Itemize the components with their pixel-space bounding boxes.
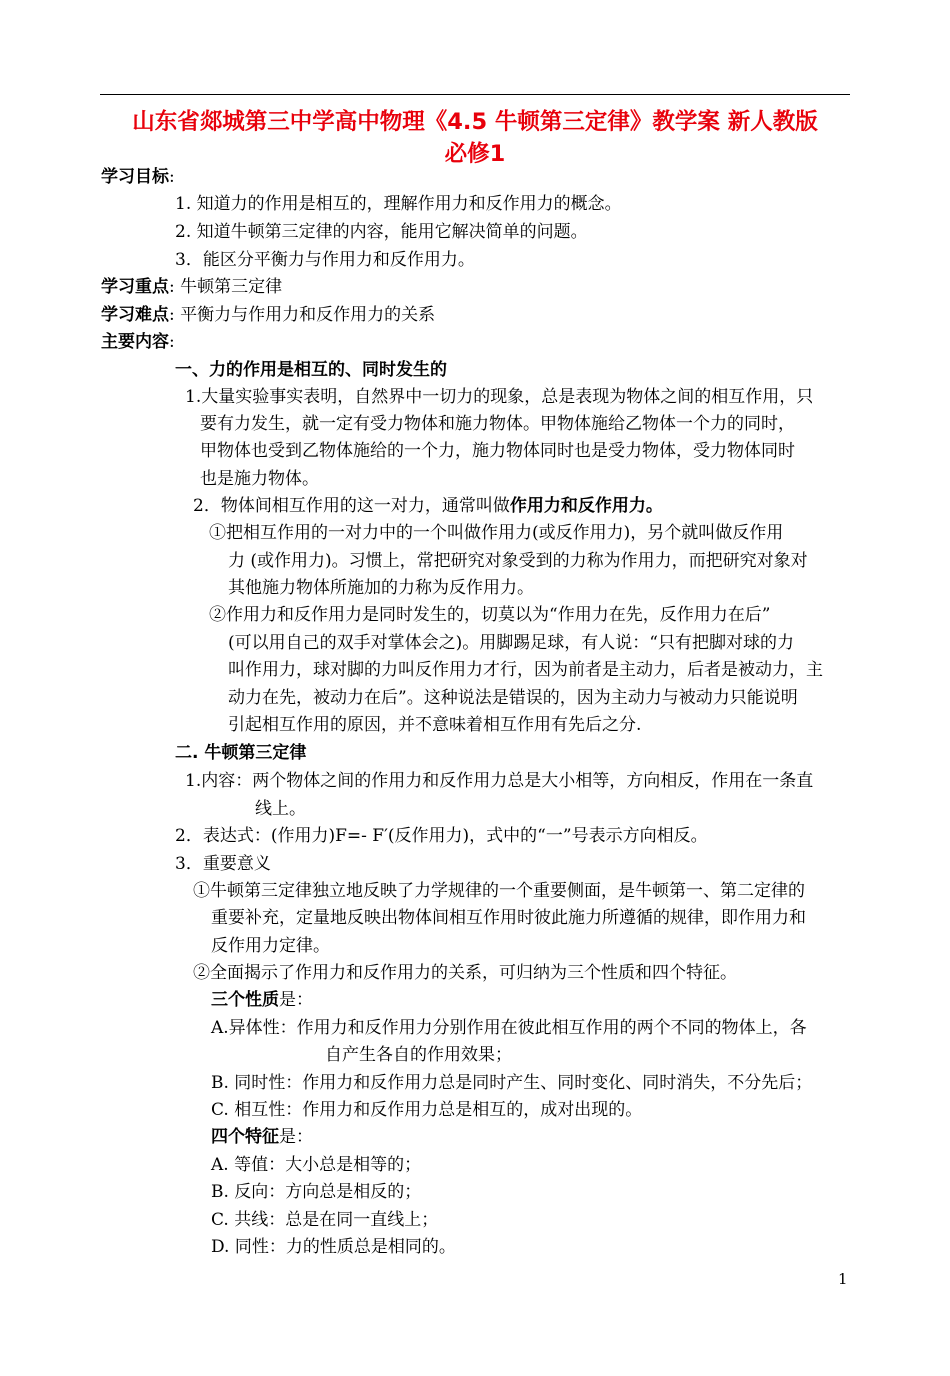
three-properties-label: 三个性质	[211, 990, 279, 1010]
main-content-colon: :	[169, 332, 175, 352]
paragraph-line: 动力在先，被动力在后”。这种说法是错误的，因为主动力与被动力只能说明	[228, 688, 798, 708]
three-properties-line	[211, 988, 313, 1012]
objective-item: 1. 知道力的作用是相互的，理解作用力和反作用力的概念。	[175, 194, 622, 214]
p2-bold-term: 作用力和反作用力。	[509, 496, 663, 516]
paragraph-line: ①把相互作用的一对力中的一个叫做作用力(或反作用力)，另个就叫做反作用	[209, 523, 784, 543]
main-content-label: 主要内容	[101, 332, 169, 352]
paragraph-line: 反作用力定律。	[211, 936, 330, 956]
paragraph-line: 1.大量实验事实表明，自然界中一切力的现象，总是表现为物体之间的相互作用，只	[185, 387, 814, 407]
three-properties-suffix: 是：	[279, 990, 313, 1010]
paragraph-line: (可以用自己的双手对掌体会之)。用脚踢足球，有人说：“只有把脚对球的力	[228, 633, 794, 653]
paragraph-line: 2．表达式：(作用力)F=- F′(反作用力)，式中的“一”号表示方向相反。	[175, 826, 708, 846]
paragraph-line: 重要补充，定量地反映出物体间相互作用时彼此施力所遵循的规律，即作用力和	[211, 908, 806, 928]
four-features-line	[211, 1125, 313, 1149]
list-item: A. 等值：大小总是相等的；	[211, 1155, 422, 1175]
section1-heading: 一、力的作用是相互的、同时发生的	[175, 360, 447, 380]
list-item: C. 共线：总是在同一直线上；	[211, 1210, 439, 1230]
list-item: B. 同时性：作用力和反作用力总是同时产生、同时变化、同时消失，不分先后；	[211, 1073, 813, 1093]
list-item: C. 相互性：作用力和反作用力总是相互的，成对出现的。	[211, 1100, 643, 1120]
paragraph-line: ②作用力和反作用力是同时发生的，切莫以为“作用力在先，反作用力在后”	[209, 605, 771, 625]
paragraph-line: 甲物体也受到乙物体施给的一个力，施力物体同时也是受力物体，受力物体同时	[200, 441, 795, 461]
paragraph-line: 引起相互作用的原因，并不意味着相互作用有先后之分.	[228, 715, 642, 735]
list-item: B. 反向：方向总是相反的；	[211, 1182, 422, 1202]
objectives-colon: :	[169, 167, 175, 187]
difficulty-label: 学习难点	[101, 305, 169, 325]
page-number: 1	[838, 1270, 848, 1288]
document-title	[100, 106, 850, 170]
paragraph-line: ①牛顿第三定律独立地反映了力学规律的一个重要侧面，是牛顿第一、第二定律的	[193, 881, 805, 901]
difficulty-line	[101, 303, 435, 327]
paragraph-line: 其他施力物体所施加的力称为反作用力。	[228, 578, 534, 598]
objectives-label: 学习目标	[101, 167, 169, 187]
paragraph-line: 叫作用力，球对脚的力叫反作用力才行，因为前者是主动力，后者是被动力，主	[228, 660, 823, 680]
list-item: 自产生各自的作用效果；	[325, 1045, 512, 1065]
paragraph-line: 要有力发生，就一定有受力物体和施力物体。甲物体施给乙物体一个力的同时，	[200, 414, 795, 434]
key-point-line	[101, 275, 282, 299]
section2-heading: 二. 牛顿第三定律	[175, 743, 307, 763]
main-content-line	[101, 330, 175, 354]
paragraph-line: ②全面揭示了作用力和反作用力的关系，可归纳为三个性质和四个特征。	[193, 963, 737, 983]
paragraph-line	[193, 494, 663, 518]
key-point-label: 学习重点	[101, 277, 169, 297]
list-item: D. 同性：力的性质总是相同的。	[211, 1237, 456, 1257]
objective-item: 2. 知道牛顿第三定律的内容，能用它解决简单的问题。	[175, 222, 588, 242]
paragraph-line: 1.内容：两个物体之间的作用力和反作用力总是大小相等，方向相反，作用在一条直	[185, 771, 814, 791]
paragraph-line: 线上。	[255, 799, 306, 819]
list-item: A.异体性：作用力和反作用力分别作用在彼此相互作用的两个不同的物体上，各	[211, 1018, 807, 1038]
objectives-label-line	[101, 165, 175, 189]
objective-item: 3．能区分平衡力与作用力和反作用力。	[175, 250, 475, 270]
p2-prefix: 2．物体间相互作用的这一对力，通常叫做	[193, 496, 510, 516]
paragraph-line: 力 (或作用力)。习惯上，常把研究对象受到的力称为作用力，而把研究对象对	[228, 551, 808, 571]
title-line-1: 山东省郯城第三中学高中物理《4.5 牛顿第三定律》教学案 新人教版	[132, 109, 818, 135]
paragraph-line: 3．重要意义	[175, 854, 271, 874]
header-rule	[100, 94, 850, 95]
four-features-label: 四个特征	[211, 1127, 279, 1147]
title-line-2: 必修1	[444, 141, 506, 167]
paragraph-line: 也是施力物体。	[200, 469, 319, 489]
difficulty-text: : 平衡力与作用力和反作用力的关系	[169, 305, 436, 325]
four-features-suffix: 是：	[279, 1127, 313, 1147]
key-point-text: : 牛顿第三定律	[169, 277, 283, 297]
